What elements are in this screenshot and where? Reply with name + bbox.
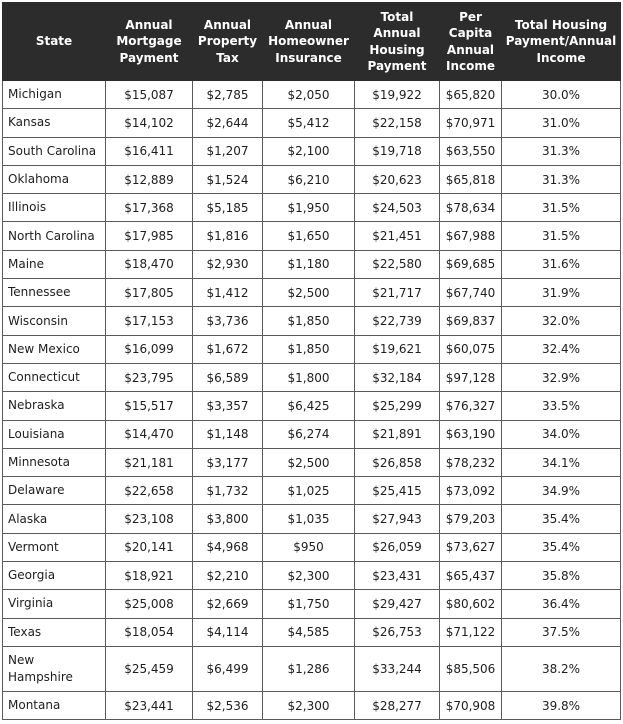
cell-total-housing: $19,922 [355,81,440,109]
table-row [3,420,621,448]
cell-mortgage: $16,099 [106,335,193,363]
cell-income: $78,634 [440,194,502,222]
cell-mortgage: $17,368 [106,194,193,222]
cell-mortgage: $12,889 [106,165,193,193]
cell-state: New Hampshire [3,646,106,691]
cell-income: $63,190 [440,420,502,448]
cell-insurance: $1,800 [263,363,355,391]
cell-ratio: 32.9% [502,363,621,391]
cell-insurance: $2,300 [263,562,355,590]
table-row [3,562,621,590]
cell-ratio: 37.5% [502,618,621,646]
table-body [3,81,621,720]
cell-property-tax: $2,669 [193,590,263,618]
cell-mortgage: $15,087 [106,81,193,109]
cell-state: Michigan [3,81,106,109]
table-row [3,448,621,476]
cell-total-housing: $21,451 [355,222,440,250]
cell-mortgage: $25,008 [106,590,193,618]
cell-insurance: $2,500 [263,448,355,476]
header-row [3,3,621,81]
cell-mortgage: $20,141 [106,533,193,561]
cell-mortgage: $23,441 [106,691,193,719]
cell-mortgage: $17,153 [106,307,193,335]
cell-ratio: 35.4% [502,533,621,561]
table-row [3,505,621,533]
cell-total-housing: $26,858 [355,448,440,476]
cell-ratio: 35.4% [502,505,621,533]
cell-property-tax: $2,785 [193,81,263,109]
cell-income: $70,908 [440,691,502,719]
cell-total-housing: $33,244 [355,646,440,691]
cell-state: Texas [3,618,106,646]
cell-total-housing: $26,753 [355,618,440,646]
header-annual-property-tax: Annual Property Tax [193,3,263,81]
cell-income: $79,203 [440,505,502,533]
cell-income: $80,602 [440,590,502,618]
cell-income: $65,437 [440,562,502,590]
header-housing-payment-to-income: Total Housing Payment/Annual Income [502,3,621,81]
cell-total-housing: $25,415 [355,477,440,505]
cell-insurance: $6,274 [263,420,355,448]
cell-income: $69,685 [440,250,502,278]
cell-total-housing: $21,891 [355,420,440,448]
cell-insurance: $1,035 [263,505,355,533]
housing-cost-table [2,2,621,720]
cell-insurance: $1,750 [263,590,355,618]
cell-property-tax: $3,800 [193,505,263,533]
cell-property-tax: $3,177 [193,448,263,476]
cell-insurance: $1,850 [263,307,355,335]
cell-total-housing: $28,277 [355,691,440,719]
table-row [3,691,621,719]
cell-state: Kansas [3,109,106,137]
table-row [3,363,621,391]
cell-property-tax: $2,210 [193,562,263,590]
cell-mortgage: $18,921 [106,562,193,590]
cell-income: $71,122 [440,618,502,646]
cell-property-tax: $4,114 [193,618,263,646]
cell-property-tax: $1,207 [193,137,263,165]
cell-mortgage: $17,805 [106,279,193,307]
table-row [3,109,621,137]
cell-state: Montana [3,691,106,719]
table-row [3,194,621,222]
cell-property-tax: $2,536 [193,691,263,719]
cell-total-housing: $19,718 [355,137,440,165]
cell-property-tax: $2,644 [193,109,263,137]
header-total-annual-housing-payment: Total Annual Housing Payment [355,3,440,81]
table-row [3,590,621,618]
cell-property-tax: $4,968 [193,533,263,561]
table-row [3,165,621,193]
table-row [3,222,621,250]
cell-mortgage: $18,470 [106,250,193,278]
table-container [2,2,620,720]
table-row [3,646,621,691]
cell-income: $97,128 [440,363,502,391]
cell-ratio: 32.4% [502,335,621,363]
cell-property-tax: $1,732 [193,477,263,505]
cell-state: South Carolina [3,137,106,165]
cell-income: $60,075 [440,335,502,363]
cell-property-tax: $6,499 [193,646,263,691]
cell-mortgage: $18,054 [106,618,193,646]
cell-ratio: 31.5% [502,194,621,222]
table-row [3,618,621,646]
cell-ratio: 30.0% [502,81,621,109]
cell-insurance: $950 [263,533,355,561]
cell-income: $70,971 [440,109,502,137]
cell-state: Georgia [3,562,106,590]
cell-insurance: $2,500 [263,279,355,307]
table-row [3,392,621,420]
cell-mortgage: $22,658 [106,477,193,505]
cell-income: $85,506 [440,646,502,691]
cell-ratio: 36.4% [502,590,621,618]
cell-income: $67,740 [440,279,502,307]
cell-state: New Mexico [3,335,106,363]
cell-state: Minnesota [3,448,106,476]
cell-ratio: 31.0% [502,109,621,137]
cell-mortgage: $17,985 [106,222,193,250]
cell-ratio: 33.5% [502,392,621,420]
cell-mortgage: $25,459 [106,646,193,691]
table-row [3,279,621,307]
cell-mortgage: $23,795 [106,363,193,391]
cell-ratio: 34.1% [502,448,621,476]
cell-property-tax: $5,185 [193,194,263,222]
cell-income: $76,327 [440,392,502,420]
header-state: State [3,3,106,81]
cell-total-housing: $21,717 [355,279,440,307]
cell-mortgage: $15,517 [106,392,193,420]
cell-state: Tennessee [3,279,106,307]
cell-state: Alaska [3,505,106,533]
cell-total-housing: $22,739 [355,307,440,335]
cell-insurance: $2,100 [263,137,355,165]
cell-insurance: $6,425 [263,392,355,420]
table-row [3,335,621,363]
cell-state: Maine [3,250,106,278]
header-annual-homeowner-insurance: Annual Homeowner Insurance [263,3,355,81]
table-row [3,477,621,505]
cell-income: $65,820 [440,81,502,109]
cell-ratio: 39.8% [502,691,621,719]
cell-insurance: $1,650 [263,222,355,250]
table-row [3,533,621,561]
cell-mortgage: $14,102 [106,109,193,137]
cell-state: Wisconsin [3,307,106,335]
table-row [3,250,621,278]
cell-state: Virginia [3,590,106,618]
cell-total-housing: $24,503 [355,194,440,222]
cell-ratio: 31.6% [502,250,621,278]
cell-ratio: 31.9% [502,279,621,307]
cell-property-tax: $1,672 [193,335,263,363]
cell-total-housing: $32,184 [355,363,440,391]
table-row [3,307,621,335]
header-annual-mortgage-payment: Annual Mortgage Payment [106,3,193,81]
cell-mortgage: $14,470 [106,420,193,448]
cell-total-housing: $22,158 [355,109,440,137]
table-row [3,81,621,109]
cell-mortgage: $23,108 [106,505,193,533]
cell-state: Illinois [3,194,106,222]
cell-insurance: $2,300 [263,691,355,719]
cell-property-tax: $1,412 [193,279,263,307]
cell-property-tax: $2,930 [193,250,263,278]
cell-income: $78,232 [440,448,502,476]
cell-ratio: 38.2% [502,646,621,691]
cell-state: Louisiana [3,420,106,448]
cell-total-housing: $29,427 [355,590,440,618]
cell-property-tax: $3,357 [193,392,263,420]
cell-ratio: 34.0% [502,420,621,448]
cell-income: $67,988 [440,222,502,250]
cell-income: $73,627 [440,533,502,561]
cell-income: $69,837 [440,307,502,335]
cell-state: North Carolina [3,222,106,250]
cell-property-tax: $6,589 [193,363,263,391]
cell-state: Vermont [3,533,106,561]
cell-total-housing: $26,059 [355,533,440,561]
cell-insurance: $1,025 [263,477,355,505]
cell-mortgage: $16,411 [106,137,193,165]
cell-insurance: $1,180 [263,250,355,278]
cell-total-housing: $20,623 [355,165,440,193]
cell-state: Connecticut [3,363,106,391]
cell-insurance: $5,412 [263,109,355,137]
cell-mortgage: $21,181 [106,448,193,476]
cell-ratio: 35.8% [502,562,621,590]
cell-insurance: $4,585 [263,618,355,646]
cell-property-tax: $1,148 [193,420,263,448]
cell-ratio: 31.3% [502,165,621,193]
cell-ratio: 31.3% [502,137,621,165]
cell-insurance: $2,050 [263,81,355,109]
cell-property-tax: $1,816 [193,222,263,250]
cell-total-housing: $25,299 [355,392,440,420]
cell-income: $65,818 [440,165,502,193]
header-per-capita-annual-income: Per Capita Annual Income [440,3,502,81]
table-row [3,137,621,165]
cell-ratio: 34.9% [502,477,621,505]
cell-ratio: 31.5% [502,222,621,250]
cell-insurance: $6,210 [263,165,355,193]
cell-total-housing: $19,621 [355,335,440,363]
cell-total-housing: $23,431 [355,562,440,590]
cell-income: $63,550 [440,137,502,165]
cell-property-tax: $1,524 [193,165,263,193]
cell-property-tax: $3,736 [193,307,263,335]
cell-total-housing: $27,943 [355,505,440,533]
cell-state: Nebraska [3,392,106,420]
cell-ratio: 32.0% [502,307,621,335]
cell-income: $73,092 [440,477,502,505]
cell-insurance: $1,286 [263,646,355,691]
cell-insurance: $1,950 [263,194,355,222]
cell-state: Oklahoma [3,165,106,193]
cell-state: Delaware [3,477,106,505]
cell-insurance: $1,850 [263,335,355,363]
cell-total-housing: $22,580 [355,250,440,278]
